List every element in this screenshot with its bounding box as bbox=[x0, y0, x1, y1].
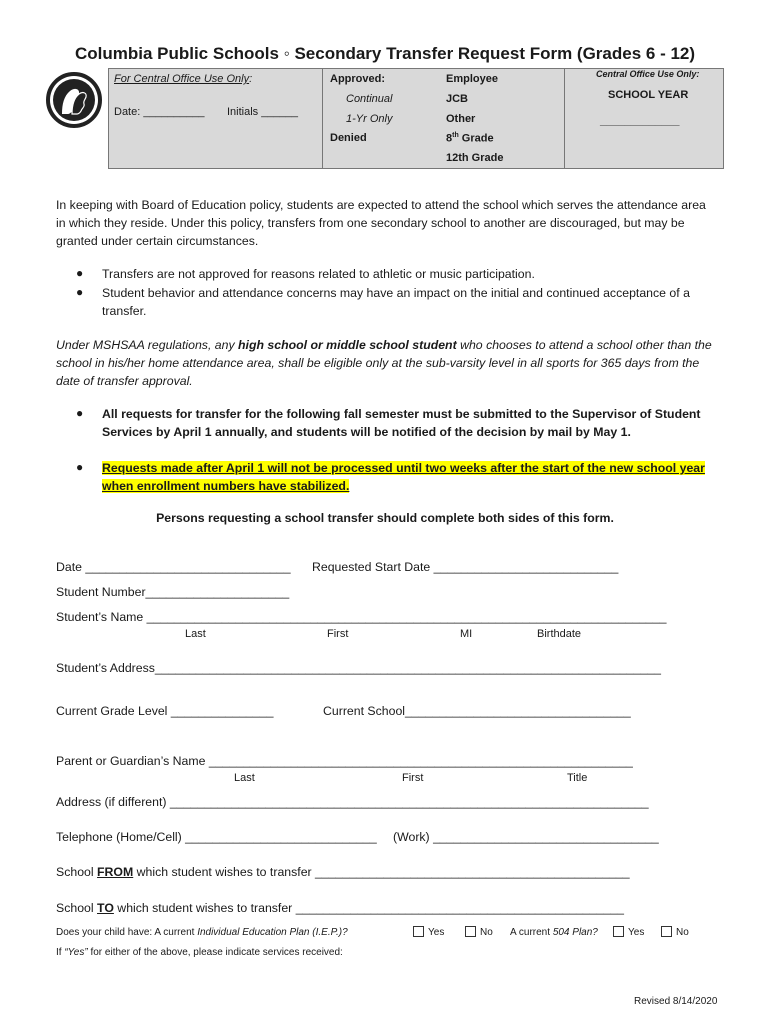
twelfth-grade-option: 12th Grade bbox=[446, 152, 504, 164]
bullet-dot: ● bbox=[76, 285, 84, 299]
central-office-label-right: Central Office Use Only: bbox=[596, 69, 700, 79]
grade-level-field[interactable]: Current Grade Level _______________ bbox=[56, 704, 274, 718]
one-year-option: 1-Yr Only bbox=[346, 113, 393, 125]
school-year-label: SCHOOL YEAR bbox=[608, 89, 689, 101]
box-divider bbox=[564, 68, 565, 169]
iep-question: Does your child have: A current Individual Education Plan (I.E.P.)? bbox=[56, 927, 348, 938]
iep-no-checkbox[interactable] bbox=[465, 926, 476, 937]
school-year-line: _____________ bbox=[600, 115, 680, 127]
bullet-behavior: Student behavior and attendance concerns may have an impact on the initial and continued acceptance of a transfer. bbox=[102, 286, 690, 318]
student-address-field[interactable]: Student’s Address__________________________________________________________________________ bbox=[56, 661, 661, 675]
intro-paragraph: In keeping with Board of Education policy, students are expected to attend the school which serves the attendance area in which they reside. Under this policy, transfers from one secondary school to another are discouraged, but may be granted under certain circumstances. bbox=[56, 198, 706, 248]
student-name-field[interactable]: Student’s Name ____________________________________________________________________________ bbox=[56, 610, 667, 624]
date-field[interactable]: Date ______________________________ bbox=[56, 560, 291, 574]
plan504-no-label: No bbox=[676, 927, 689, 938]
name-last-label: Last bbox=[185, 628, 206, 640]
telephone-home-field[interactable]: Telephone (Home/Cell) ____________________________ bbox=[56, 830, 377, 844]
school-logo bbox=[46, 72, 102, 128]
name-mi-label: MI bbox=[460, 628, 473, 640]
deadline-bullet: All requests for transfer for the following fall semester must be submitted to the Supervisor of Student Services by April 1 annually, and students will be notified of the decision by mail by May 1. bbox=[102, 407, 701, 439]
services-question: If “Yes” for either of the above, please indicate services received: bbox=[56, 947, 343, 958]
both-sides-notice: Persons requesting a school transfer should complete both sides of this form. bbox=[156, 511, 614, 525]
plan504-no-checkbox[interactable] bbox=[661, 926, 672, 937]
bullet-dot: ● bbox=[76, 266, 84, 280]
bullet-athletics: Transfers are not approved for reasons related to athletic or music participation. bbox=[102, 267, 535, 281]
guardian-name-field[interactable]: Parent or Guardian’s Name ______________________________________________________________ bbox=[56, 754, 633, 768]
telephone-work-field[interactable]: (Work) _________________________________ bbox=[393, 830, 659, 844]
school-from-field[interactable]: School FROM which student wishes to transfer ______________________________________________ bbox=[56, 865, 630, 879]
office-date-field: Date: __________ bbox=[114, 106, 205, 118]
approved-label: Approved: bbox=[330, 73, 385, 85]
address-if-different-field[interactable]: Address (if different) ______________________________________________________________________ bbox=[56, 795, 649, 809]
office-use-label: For Central Office Use Only: bbox=[114, 73, 253, 85]
iep-no-label: No bbox=[480, 927, 493, 938]
revised-date: Revised 8/14/2020 bbox=[634, 996, 718, 1007]
guardian-title-label: Title bbox=[567, 772, 588, 784]
guardian-last-label: Last bbox=[234, 772, 255, 784]
plan504-question: A current 504 Plan? bbox=[510, 927, 598, 938]
page-title: Columbia Public Schools ◦ Secondary Transfer Request Form (Grades 6 - 12) bbox=[74, 44, 696, 63]
mshsaa-paragraph: Under MSHSAA regulations, any high school or middle school student who chooses to attend a school other than the school in his/her home attendance area, shall be eligible only at the sub-varsity level in all sports for 365 days from the date of transfer approval. bbox=[56, 338, 712, 388]
jcb-option: JCB bbox=[446, 93, 469, 105]
name-first-label: First bbox=[327, 628, 349, 640]
requested-start-date-field[interactable]: Requested Start Date ___________________________ bbox=[312, 560, 619, 574]
employee-option: Employee bbox=[446, 73, 498, 85]
bullet-dot: ● bbox=[76, 406, 84, 420]
continual-option: Continual bbox=[346, 93, 393, 105]
plan504-yes-label: Yes bbox=[628, 927, 645, 938]
denied-option: Denied bbox=[330, 132, 367, 144]
name-birthdate-label: Birthdate bbox=[537, 628, 582, 640]
eighth-grade-option: 8th Grade bbox=[446, 132, 494, 145]
plan504-yes-checkbox[interactable] bbox=[613, 926, 624, 937]
iep-yes-checkbox[interactable] bbox=[413, 926, 424, 937]
late-request-bullet: Requests made after April 1 will not be processed until two weeks after the start of the new school year when enrollment numbers have stabilized. bbox=[102, 461, 705, 493]
guardian-first-label: First bbox=[402, 772, 424, 784]
school-to-field[interactable]: School TO which student wishes to transfer ________________________________________________ bbox=[56, 901, 624, 915]
office-initials-field: Initials ______ bbox=[227, 106, 298, 118]
other-option: Other bbox=[446, 113, 476, 125]
current-school-field[interactable]: Current School_________________________________ bbox=[323, 704, 631, 718]
bullet-dot: ● bbox=[76, 460, 84, 474]
box-divider bbox=[322, 68, 323, 169]
iep-yes-label: Yes bbox=[428, 927, 445, 938]
student-number-field[interactable]: Student Number_____________________ bbox=[56, 585, 290, 599]
